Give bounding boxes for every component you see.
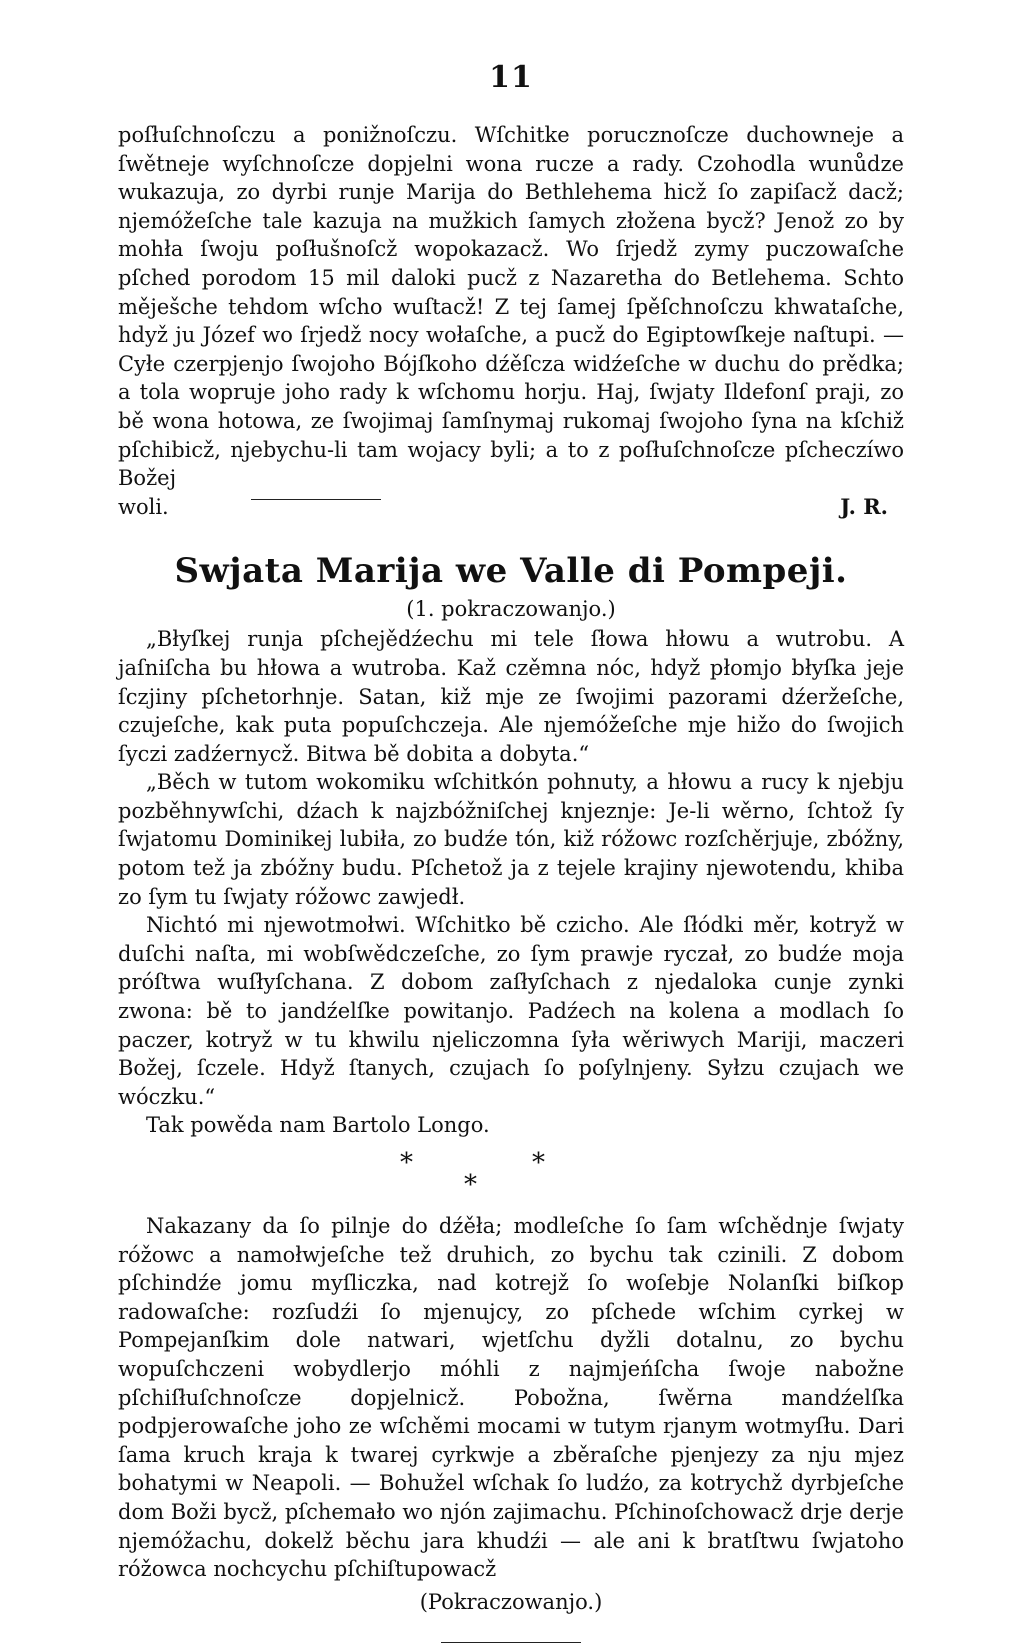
article-paragraph-1: „Błyſkej runja pſchejědźechu mi tele ſłowa hłowu a wutrobu. A jaſniſcha bu hłowa a wutroba. Kaž czěmna nóc, hdyž płomjo błyſka jeje ſczjiny pſchetorhnje. Satan, kiž mje ze ſwojimi pazorami dźeržeſche, czujeſche, kak puta popuſchczeja. Ale njemóžeſche mje hižo do ſwojich ſyczi zadźernycž. Bitwa bě dobita a dobyta.“ <box>118 627 904 766</box>
intro-paragraph: poſłuſchnoſczu a ponižnoſczu. Wſchitke porucznoſcze duchowneje a ſwětneje wyſchnoſcze dopjelni wona rucze a rady. Czohodla wunůdze wukazuja, zo dyrbi runje Marija do Bethlehema hicž ſo zapiſacž dacž; njemóžeſche tale kazuja na mužkich ſamych złožena bycž? Jenož zo by mohła ſwoju poſłušnoſcž wopokazacž. Wo ſrjedž zymy puczowaſche pſched porodom 15 mil daloki pucž z Nazaretha do Betlehema. Schto měješche tehdom wſcho wuſtacž! Z tej ſamej ſpěſchnoſczu khwataſche, hdyž ju Józef wo ſrjedž nocy wołaſche, a pucž do Egiptowſkeje naſtupi. — Cyłe czerpjenjo ſwojoho Bójſkoho dźěſcza widźeſche w duchu do prědka; a tola wopruje joho rady k wſchomu horju. Haj, ſwjaty Ildefonſ praji, zo bě wona hotowa, ze ſwojimaj ſamſnymaj rukomaj ſwojoho ſyna na kſchiž pſchibicž, njebychu-li tam wojacy byli; a to z poſłuſchnoſcze pſcheczíwo Božej <box>118 123 904 491</box>
article-paragraph-4: Tak powěda nam Bartolo Longo. <box>146 1113 490 1138</box>
asterisk: * <box>464 1170 477 1200</box>
asterism-divider <box>118 1144 904 1210</box>
article-paragraph-3: Nichtó mi njewotmołwi. Wſchitko bě czicho. Ale ſłódki měr, kotryž w duſchi naſta, mi wobſwědczeſche, zo ſym prawje ryczał, zo budźe moja próſtwa wuſłyſchana. Z dobom zaſłyſchach z njedaloka cunje zynki zwona: bě to jandźelſke powitanjo. Padźech na kolena a modlach ſo paczer, kotryž w tu khwilu njeliczomna ſyła wěriwych Mariji, maczeri Božej, ſczele. Hdyž ſtanych, czujach ſo poſylnjeny. Syłzu czujach we wóczku.“ <box>118 913 904 1109</box>
page-number: 11 <box>489 60 533 95</box>
intro-paragraph-tail: woli. <box>118 494 169 519</box>
article-title: Swjata Marija we Valle di Pompeji. <box>174 551 848 592</box>
asterisk: * <box>532 1148 545 1178</box>
author-signature: J. R. <box>840 493 888 519</box>
article-subtitle: (1. pokraczowanjo.) <box>406 597 616 622</box>
article-paragraph-5: Nakazany da ſo pilnje do dźěła; modleſche ſo ſam wſchědnje ſwjaty róžowc a namołwjeſche tež druhich, zo bychu tak czinili. Z dobom pſchindźe jomu myſliczka, nad kotrejž ſo woſebje Nolanſki biſkop radowaſche: rozſudźi ſo mjenujcy, zo pſchede wſchim cyrkej w Pompejanſkim dole natwari, wjetſchu dyžli dotalnu, zo bychu wopuſchczeni wobydlerjo móhli z najmjeńſcha ſwoje nabožne pſchiſłuſchnoſcze dopjelnicž. Pobožna, ſwěrna mandźelſka podpjerowaſche joho ze wſchěmi mocami w tutym rjanym wotmyſłu. Dari ſama kruch kraja k twarej cyrkwje a zběraſche pjenjezy za nju mjez bohatymi w Neapoli. — Bohužel wſchak ſo ludźo, za kotrychž dyrbjeſche dom Boži bycž, pſchemało wo njón zajimachu. Pſchinoſchowacž drje derje njemóžachu, dokelž běchu jara khudźi — ale ani k bratſtwu ſwjatoho róžowca nochcychu pſchiſtupowacž <box>118 1214 904 1582</box>
separator-line <box>251 499 381 500</box>
signature-row <box>118 493 904 522</box>
continued-note: (Pokraczowanjo.) <box>419 1589 603 1614</box>
article-paragraph-2: „Běch w tutom wokomiku wſchitkón pohnuty, a hłowu a rucy k njebju pozběhnywſchi, dźach k najzbóžniſchej knjeznje: Je-li wěrno, ſchtož ſy ſwjatomu Dominikej lubiła, zo budźe tón, kiž róžowc rozſchěrjuje, zbóžny, potom tež ja zbóžny budu. Pſchetož ja z tejele krajiny njewotendu, khiba zo ſym tu ſwjaty róžowc zawjedł. <box>118 770 904 909</box>
asterisk: * <box>400 1148 413 1178</box>
